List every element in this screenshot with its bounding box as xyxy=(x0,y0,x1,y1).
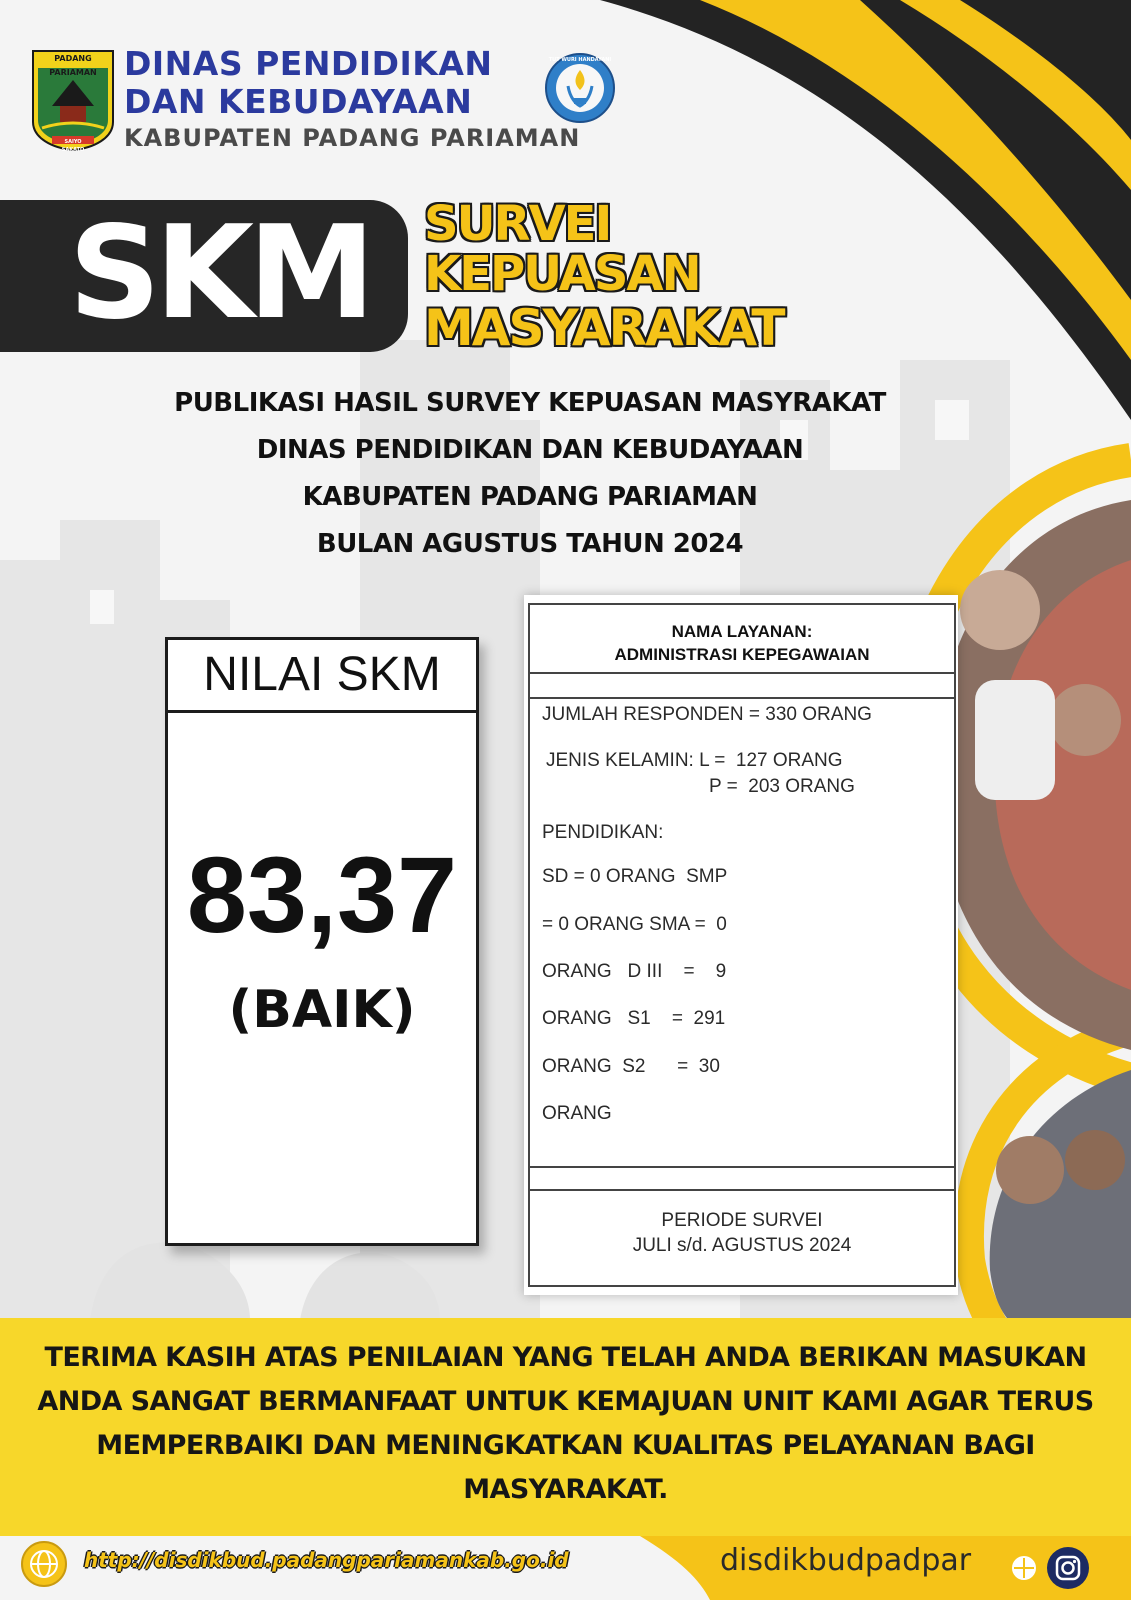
org-name-line1: DINAS PENDIDIKAN xyxy=(124,44,493,83)
divider xyxy=(528,672,956,674)
thanks-line1: TERIMA KASIH ATAS PENILAIAN YANG TELAH ANDA BERIKAN MASUKAN xyxy=(44,1342,1087,1373)
website-link[interactable]: http://disdikbud.padangpariamankab.go.id xyxy=(84,1548,569,1572)
education-label: PENDIDIKAN: xyxy=(542,822,664,843)
ministry-logo-caption: TUT WURI HANDAYANI xyxy=(548,57,612,63)
globe-icon xyxy=(20,1540,68,1588)
thanks-line2: ANDA SANGAT BERMANFAAT UNTUK KEMAJUAN UNIT KAMI AGAR TERUS xyxy=(37,1386,1094,1417)
regency-logo-caption: PADANG PARIAMAN xyxy=(49,54,97,77)
instagram-icon[interactable] xyxy=(1046,1546,1090,1590)
education-line: ORANG S2 = 30 xyxy=(542,1056,720,1077)
gender-female: P = 203 ORANG xyxy=(709,776,855,797)
education-line: ORANG D III = 9 xyxy=(542,961,727,982)
score-category: (BAIK) xyxy=(228,980,416,1040)
education-line: ORANG S1 = 291 xyxy=(542,1008,726,1029)
education-line: = 0 ORANG SMA = 0 xyxy=(542,914,727,935)
banner-title-line1: SURVEI xyxy=(424,196,611,252)
gender-male: JENIS KELAMIN: L = 127 ORANG xyxy=(546,750,843,771)
divider xyxy=(528,1189,956,1191)
service-label: NAMA LAYANAN: xyxy=(671,622,813,641)
divider xyxy=(528,1166,956,1168)
regency-logo-motto: SAIYO SAKATO xyxy=(61,139,85,153)
thanks-line3: MEMPERBAIKI DAN MENINGKATKAN KUALITAS PELAYANAN BAGI xyxy=(96,1430,1035,1461)
social-handle: disdikbudpadpar xyxy=(720,1543,972,1578)
org-name-line3: KABUPATEN PADANG PARIAMAN xyxy=(124,124,581,152)
web-icon[interactable] xyxy=(1010,1554,1038,1582)
score-value: 83,37 xyxy=(186,834,458,955)
banner-title-line2: KEPUASAN xyxy=(424,246,700,302)
publication-line2: DINAS PENDIDIKAN DAN KEBUDAYAAN xyxy=(256,435,804,465)
education-line: SD = 0 ORANG SMP xyxy=(542,866,728,887)
score-title: NILAI SKM xyxy=(168,640,476,713)
banner-title-line3: MASYARAKAT xyxy=(424,299,784,357)
respondent-count: JUMLAH RESPONDEN = 330 ORANG xyxy=(542,704,872,725)
education-line: ORANG xyxy=(542,1103,612,1124)
publication-line3: KABUPATEN PADANG PARIAMAN xyxy=(302,482,758,512)
period-label: PERIODE SURVEI xyxy=(661,1210,823,1231)
skm-acronym: SKM xyxy=(68,199,370,348)
thanks-line4: MASYARAKAT. xyxy=(463,1474,668,1505)
divider xyxy=(528,697,956,699)
publication-line1: PUBLIKASI HASIL SURVEY KEPUASAN MASYRAKAT xyxy=(174,388,886,418)
publication-line4: BULAN AGUSTUS TAHUN 2024 xyxy=(316,529,744,559)
service-name: ADMINISTRASI KEPEGAWAIAN xyxy=(614,645,870,664)
org-name-line2: DAN KEBUDAYAAN xyxy=(124,82,473,121)
period-value: JULI s/d. AGUSTUS 2024 xyxy=(632,1235,852,1256)
